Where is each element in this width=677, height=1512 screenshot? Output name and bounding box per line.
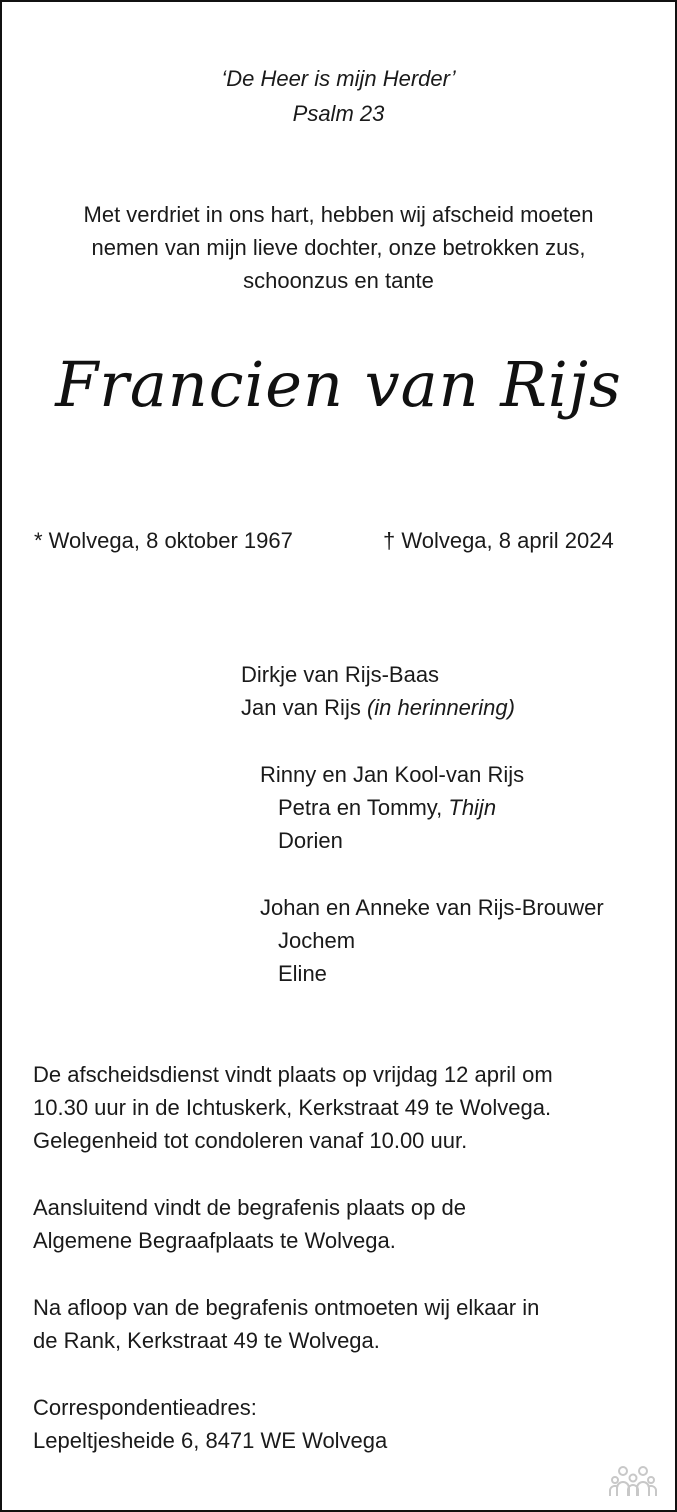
family-sibling-1-child-1 [278, 797, 496, 819]
family-sibling-2-child-1: Jochem [278, 928, 356, 953]
family-grandchild: Thijn [448, 795, 497, 820]
burial-line-1: Aansluitend vindt de begrafenis plaats op de [33, 1195, 466, 1220]
gathering-line-2: de Rank, Kerkstraat 49 te Wolvega. [33, 1328, 380, 1353]
death-date: † Wolvega, 8 april 2024 [383, 528, 614, 553]
family-sibling-2-child-2: Eline [278, 961, 327, 986]
family-sibling-1-child-1-name: Petra en Tommy, [278, 795, 443, 820]
family-sibling-1: Rinny en Jan Kool-van Rijs [260, 762, 525, 787]
service-line-1: De afscheidsdienst vindt plaats op vrijdag 12 april om [33, 1062, 553, 1087]
correspondence-address: Lepeltjesheide 6, 8471 WE Wolvega [33, 1428, 388, 1453]
psalm-reference: Psalm 23 [292, 101, 385, 126]
burial-line-2: Algemene Begraafplaats te Wolvega. [33, 1228, 396, 1253]
intro-line-3: schoonzus en tante [243, 268, 434, 293]
gathering-line-1: Na afloop van de begrafenis ontmoeten wij elkaar in [33, 1295, 540, 1320]
birth-date: * Wolvega, 8 oktober 1967 [34, 528, 293, 553]
people-group-icon [609, 1464, 657, 1498]
family-parent-2 [241, 697, 515, 719]
intro-line-1: Met verdriet in ons hart, hebben wij afscheid moeten [83, 202, 594, 227]
deceased-name: Francien van Rijs [55, 348, 622, 421]
family-sibling-2: Johan en Anneke van Rijs-Brouwer [260, 895, 604, 920]
family-parent-1: Dirkje van Rijs-Baas [241, 662, 440, 687]
family-sibling-1-child-2: Dorien [278, 828, 343, 853]
service-line-2: 10.30 uur in de Ichtuskerk, Kerkstraat 49 te Wolvega. [33, 1095, 552, 1120]
service-line-3: Gelegenheid tot condoleren vanaf 10.00 uur. [33, 1128, 468, 1153]
correspondence-label: Correspondentieadres: [33, 1395, 257, 1420]
psalm-quote: ‘De Heer is mijn Herder’ [221, 66, 456, 91]
family-parent-2-name: Jan van Rijs [241, 695, 361, 720]
family-parent-2-note: (in herinnering) [366, 695, 515, 720]
intro-line-2: nemen van mijn lieve dochter, onze betrokken zus, [91, 235, 586, 260]
